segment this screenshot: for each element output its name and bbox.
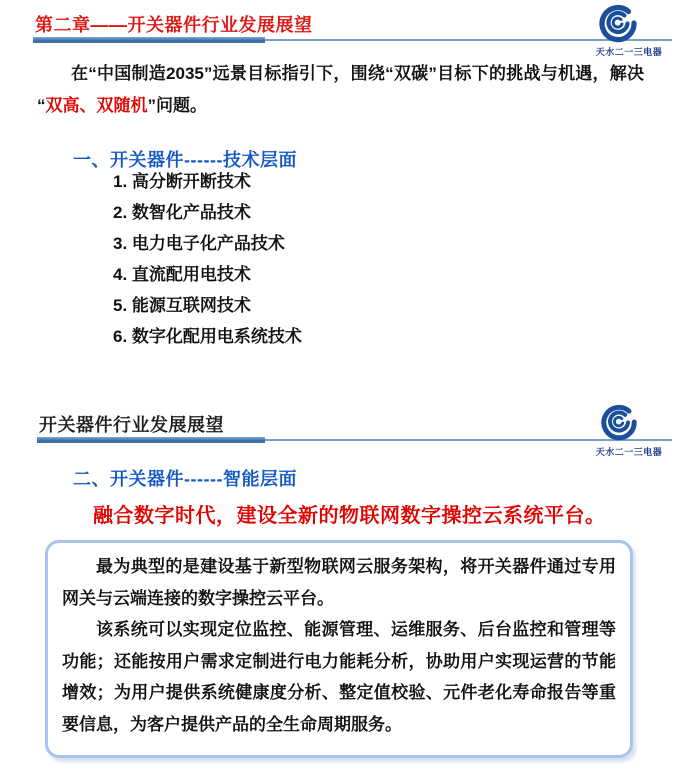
company-logo-icon <box>600 403 638 441</box>
slide1-header-title: 第二章——开关器件行业发展展望 <box>35 15 313 35</box>
company-logo-icon <box>598 3 638 43</box>
box-paragraph: 最为典型的是建设基于新型物联网云服务架构，将开关器件通过专用网关与云端连接的数字操控云平台。 <box>62 557 616 608</box>
box-paragraph: 该系统可以实现定位监控、能源管理、运维服务、后台监控和管理等功能；还能按用户需求定制进行电力能耗分析，协助用户实现运营的节能增效；为用户提供系统健康度分析、整定值校验、元件老化寿命报告等重要信息，为客户提供产品的全生命周期服务。 <box>62 620 616 734</box>
slide2-section-title: 二、开关器件------智能层面 <box>73 469 297 489</box>
slide2-logo-label: 天水二一三电器 <box>595 447 663 457</box>
slide1-section-title: 一、开关器件------技术层面 <box>73 150 297 170</box>
list-item: 6. 数字化配用电系统技术 <box>113 327 302 346</box>
slide1-logo-label: 天水二一三电器 <box>595 47 663 57</box>
slide2-header-rule-thick <box>37 437 265 443</box>
slide1-intro-paragraph <box>37 58 644 122</box>
list-item: 3. 电力电子化产品技术 <box>113 234 285 253</box>
list-item: 2. 数智化产品技术 <box>113 203 251 222</box>
intro-text-highlight: 双高、双随机 <box>45 96 148 115</box>
slide2-header-title: 开关器件行业发展展望 <box>39 415 224 435</box>
technology-list <box>113 166 302 352</box>
intro-text-part1: 在“中国制造2035”远景目标指引下，围绕“双碳”目标下的挑战与机遇，解决“ <box>37 64 644 115</box>
cloud-platform-box <box>45 540 633 758</box>
intro-text-part2: ”问题。 <box>147 96 207 115</box>
list-item: 4. 直流配用电技术 <box>113 265 251 284</box>
slide1-header-rule-thick <box>33 37 265 43</box>
slide2-slogan: 融合数字时代，建设全新的物联网数字操控云系统平台。 <box>93 505 606 527</box>
list-item: 5. 能源互联网技术 <box>113 296 251 315</box>
list-item: 1. 高分断开断技术 <box>113 172 251 191</box>
